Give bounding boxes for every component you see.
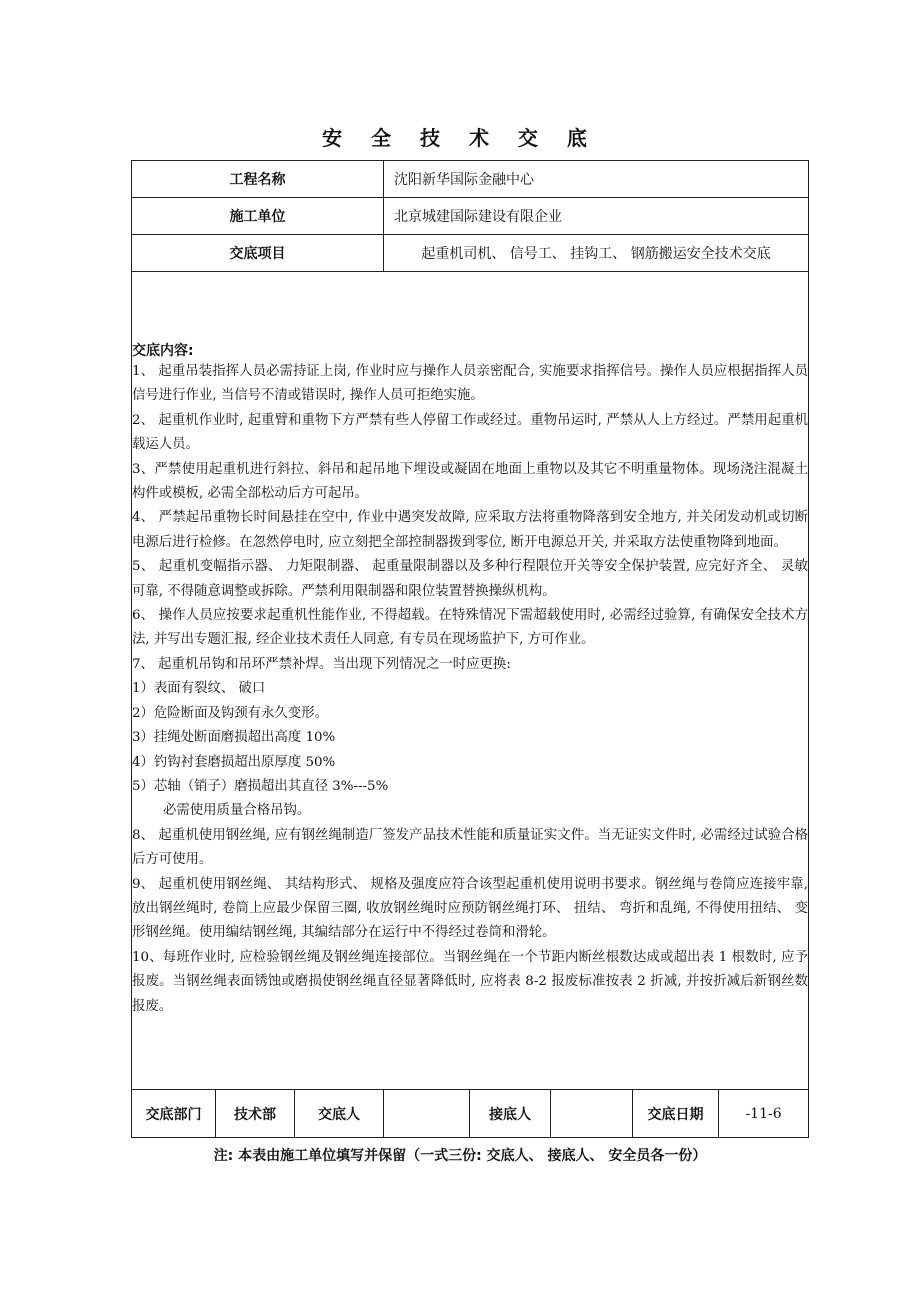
content-paragraph: 5、 起重机变幅指示器、 力矩限制器、 起重量限制器以及多种行程限位开关等安全保护装置, 应完好齐全、 灵敏可靠, 不得随意调整或拆除。严禁利用限制器和限位装置替换操纵机构。 [132, 559, 809, 599]
giver-label: 交底人 [295, 1090, 384, 1138]
receiver-label: 接底人 [470, 1090, 551, 1138]
content-paragraph: 9、 起重机使用钢丝绳、 其结构形式、 规格及强度应符合该型起重机使用说明书要求。钢丝绳与卷筒应连接牢靠, 放出钢丝绳时, 卷筒上应最少保留三圈, 收放钢丝绳时应预防钢丝绳打环、 扭结、 弯折和乱绳, 不得使用扭结、 变形钢丝绳。使用编结钢丝绳, 其编结部分在运行中不得经过卷筒和滑轮。 [132, 876, 809, 941]
dept-value: 技术部 [216, 1090, 295, 1138]
content-paragraph: 2、 起重机作业时, 起重臂和重物下方严禁有些人停留工作或经过。重物吊运时, 严禁从人上方经过。严禁用起重机载运人员。 [132, 412, 809, 453]
content-paragraph: 10、每班作业时, 应检验钢丝绳及钢丝绳连接部位。当钢丝绳在一个节距内断丝根数达成或超出表 1 根数时, 应予报废。当钢丝绳表面锈蚀或磨损使钢丝绳直径显著降低时, 应将表 8-2 报废标准按表 2 折减, 并按折减后新钢丝数报废。 [132, 949, 809, 1014]
content-list-item: 5）芯轴（销子）磨损超出其直径 3%---5% [132, 778, 389, 794]
content-list-item: 3）挂绳处断面磨损超出高度 10% [132, 730, 336, 746]
info-row-construction-unit [132, 198, 809, 235]
signature-row [132, 1090, 809, 1138]
disclosure-form-table [131, 160, 809, 1138]
disclosure-item-value: 起重机司机、 信号工、 挂钩工、 钢筋搬运安全技术交底 [384, 235, 809, 272]
date-value: -11-6 [719, 1090, 809, 1138]
project-name-label: 工程名称 [132, 161, 384, 198]
construction-unit-value: 北京城建国际建设有限企业 [384, 198, 809, 235]
content-paragraph: 4、 严禁起吊重物长时间悬挂在空中, 作业中遇突发故障, 应采取方法将重物降落到安全地方, 并关闭发动机或切断电源后进行检修。在忽然停电时, 应立刻把全部控制器拨到零位, 断开电源总开关, 并采取方法使重物降到地面。 [132, 510, 809, 550]
content-paragraph: 1、 起重吊装指挥人员必需持证上岗, 作业时应与操作人员亲密配合, 实施要求指挥信号。操作人员应根据指挥人员信号进行作业, 当信号不清或错误时, 操作人员可拒绝实施。 [132, 364, 809, 404]
content-paragraph: 必需使用质量合格吊钩。 [163, 803, 311, 819]
disclosure-item-label: 交底项目 [132, 235, 384, 272]
content-paragraph: 8、 起重机使用钢丝绳, 应有钢丝绳制造厂签发产品技术性能和质量证实文件。当无证实文件时, 必需经过试验合格后方可使用。 [132, 827, 809, 868]
info-row-project-name [132, 161, 809, 198]
content-row [132, 272, 809, 1090]
receiver-signature [551, 1090, 633, 1138]
construction-unit-label: 施工单位 [132, 198, 384, 235]
content-paragraph: 7、 起重机吊钩和吊环严禁补焊。当出现下列情况之一时应更换: [132, 656, 511, 672]
giver-signature [384, 1090, 470, 1138]
dept-label: 交底部门 [132, 1090, 216, 1138]
date-label: 交底日期 [633, 1090, 719, 1138]
page-title: 安 全 技 术 交 底 [322, 126, 598, 150]
project-name-value: 沈阳新华国际金融中心 [384, 161, 809, 198]
content-list-item: 4）钓钩衬套磨损超出原厚度 50% [132, 754, 336, 770]
info-row-disclosure-item [132, 235, 809, 272]
content-heading: 交底内容: [132, 343, 194, 360]
content-list-item: 2）危险断面及钩颈有永久变形。 [132, 705, 328, 721]
content-paragraph: 6、 操作人员应按要求起重机性能作业, 不得超载。在特殊情况下需超载使用时, 必需经过验算, 有确保安全技术方法, 并写出专题汇报, 经企业技术责任人同意, 有专员在现场监护下, 方可作业。 [132, 608, 809, 648]
content-list-item: 1）表面有裂纹、 破口 [132, 681, 266, 697]
disclosure-content [132, 272, 809, 1090]
content-paragraph: 3、严禁使用起重机进行斜拉、斜吊和起吊地下埋设或凝固在地面上重物以及其它不明重量物体。现场浇注混凝土构件或模板, 必需全部松动后方可起吊。 [132, 461, 809, 502]
footer-note: 注: 本表由施工单位填写并保留（一式三份: 交底人、 接底人、 安全员各一份） [213, 1148, 707, 1164]
